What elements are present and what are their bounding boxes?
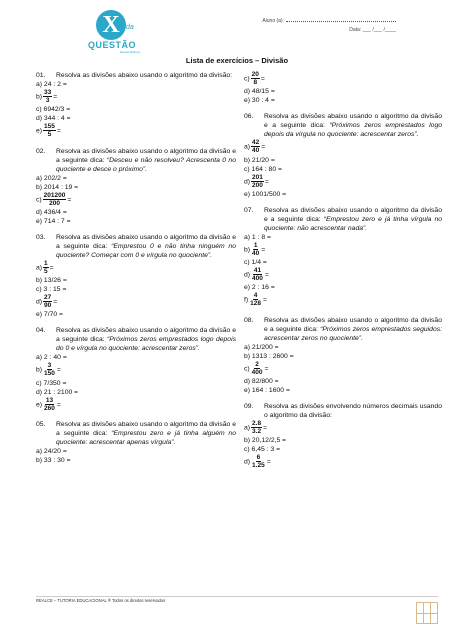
exercise-item: a) 21/200 = <box>244 343 279 351</box>
item-letter: d) <box>36 298 43 306</box>
exercise-header <box>36 233 236 260</box>
exercise-item: c) 6,45 : 3 = <box>244 446 281 454</box>
page-title: Lista de exercícios – Divisão <box>185 56 289 65</box>
right-column <box>244 71 442 478</box>
fraction-numerator: 2.8 <box>252 420 262 428</box>
exercise-item-fraction <box>244 292 442 308</box>
instruction-hint: “Emprestou zero e já tinha alguém no quociente: acrescentar apenas vírgula”. <box>56 430 236 447</box>
instruction-hint: “Emprestou zero e já tinha vírgula no quociente: não acrescentar nada”. <box>264 215 443 232</box>
equals-sign: = <box>266 458 271 466</box>
exercise-item-fraction <box>244 242 442 258</box>
fraction <box>43 294 52 309</box>
item-letter: b) <box>36 93 43 101</box>
fraction <box>251 139 260 154</box>
fraction-denominator: 3 <box>45 97 50 104</box>
fraction-numerator: 41 <box>253 267 262 275</box>
exercise-block <box>244 71 442 105</box>
equals-sign: = <box>56 127 61 135</box>
exercise-item-fraction <box>244 267 442 283</box>
equals-sign: = <box>53 93 58 101</box>
exercise-instruction <box>264 316 442 343</box>
fraction-denominator: 260 <box>44 404 55 412</box>
fraction <box>249 292 262 307</box>
exercise-item: e) 164 : 1600 = <box>244 387 290 395</box>
date-field <box>349 27 396 33</box>
exercise-item: d) 436/4 = <box>36 208 67 216</box>
equals-sign: = <box>49 264 54 272</box>
fraction <box>43 192 67 207</box>
footer-copyright: REALCE – TUTORIA EDUCACIONAL ® Todos os direitos reservados <box>36 598 166 603</box>
exercise-item-fraction <box>36 192 236 208</box>
exercise-item-fraction <box>244 174 442 190</box>
fraction <box>43 362 56 377</box>
exercise-number: 05. <box>36 421 46 429</box>
exercise-item: b) 1313 : 2600 = <box>244 352 294 360</box>
exercise-instruction <box>264 402 442 420</box>
instruction-hint: “Desceu e não resolveu? Acrescenta 0 no quociente e desce o próximo”. <box>56 156 236 173</box>
fraction-numerator: 42 <box>252 139 260 147</box>
fraction-numerator: 2 <box>255 360 259 368</box>
exercise-item: b) 13/26 = <box>36 277 67 285</box>
fraction-numerator: 1 <box>253 241 258 249</box>
item-letter: b) <box>36 366 43 374</box>
exercise-item: a) 24/20 = <box>36 448 67 456</box>
exercise-item-fraction <box>36 362 236 378</box>
exercise-item: c) 164 : 80 = <box>244 165 282 173</box>
logo-questao-text: QUESTÃO <box>88 40 137 50</box>
fraction-denominator: 1.25 <box>252 462 265 470</box>
fraction-numerator: 155 <box>44 123 55 131</box>
exercise-instruction <box>56 326 236 353</box>
item-letter: d) <box>244 177 251 185</box>
fraction <box>43 89 52 104</box>
equals-sign: = <box>261 246 266 254</box>
exercise-header <box>244 112 442 139</box>
fraction-denominator: 40 <box>252 147 260 155</box>
equals-sign: = <box>53 298 58 306</box>
exercise-item: e) 1001/500 = <box>244 190 287 198</box>
equals-sign: = <box>264 177 269 185</box>
exercise-item: a) 202/2 = <box>36 174 67 182</box>
exercise-block <box>36 233 236 320</box>
fraction-denominator: 200 <box>252 181 263 189</box>
exercise-instruction <box>56 420 236 447</box>
instruction-text: Resolva as divisões abaixo usando o algoritmo da divisão e a seguinte dica: <box>56 327 236 344</box>
instruction-text: Resolva as divisões envolvendo números decimais usando o algoritmo da divisão: <box>264 403 442 420</box>
exercise-item: d) 344 : 4 = <box>36 115 71 123</box>
exercise-item: b) 2014 : 19 = <box>36 183 79 191</box>
exercise-item: d) 82/800 = <box>244 378 279 386</box>
fraction-numerator: 13 <box>45 396 54 404</box>
item-letter: c) <box>244 365 250 373</box>
fraction-numerator: 27 <box>44 294 52 302</box>
fraction <box>43 260 49 275</box>
instruction-hint: “Emprestou 0 e não tinha ninguém no quociente? Começar com 0 e vírgula no quociente”. <box>56 242 236 259</box>
fraction-denominator: 5 <box>47 131 52 139</box>
exercise-block <box>244 112 442 199</box>
exercise-item: a) 1 : 8 = <box>244 233 272 241</box>
fraction-denominator: 200 <box>49 199 60 207</box>
exercise-item: c) 1/4 = <box>244 259 267 267</box>
exercise-header <box>36 71 236 80</box>
exercise-item-fraction <box>36 397 236 413</box>
exercise-number: 03. <box>36 233 46 241</box>
fraction-denominator: 40 <box>252 249 260 257</box>
exercise-block <box>244 316 442 395</box>
item-letter: b) <box>244 246 251 254</box>
exercise-instruction <box>264 112 442 139</box>
instruction-text: Resolva as divisões abaixo usando o algoritmo da divisão e a seguinte dica: <box>56 233 236 250</box>
exercise-block <box>36 71 236 140</box>
exercise-instruction <box>56 147 236 174</box>
equals-sign: = <box>263 296 267 304</box>
exercise-item: e) 2 : 16 = <box>244 284 275 292</box>
exercise-number: 01. <box>36 72 46 79</box>
fraction <box>251 267 264 282</box>
fraction-denominator: 8 <box>253 79 258 86</box>
corner-logo-icon <box>416 602 438 624</box>
exercise-instruction <box>56 233 236 260</box>
exercise-number: 08. <box>244 316 254 324</box>
exercise-item: b) 33 : 30 = <box>36 457 71 465</box>
aluno-line <box>286 21 396 22</box>
fraction-numerator: 1 <box>44 259 48 267</box>
fraction-denominator: 150 <box>44 370 55 378</box>
fraction-denominator: 5 <box>44 267 48 275</box>
exercise-header <box>244 402 442 420</box>
exercise-item-fraction <box>36 123 236 139</box>
fraction-numerator: 4 <box>253 292 258 300</box>
item-letter: e) <box>36 127 43 135</box>
equals-sign: = <box>56 401 61 409</box>
fraction-numerator: 201200 <box>43 191 66 199</box>
exercise-item-fraction <box>36 89 236 105</box>
fraction-denominator: 90 <box>44 302 52 310</box>
exercise-number: 02. <box>36 147 46 155</box>
instruction-text: Resolva as divisões abaixo usando o algoritmo da divisão e a seguinte dica: <box>264 113 442 130</box>
fraction-denominator: 400 <box>252 275 263 283</box>
item-letter: a) <box>244 143 251 151</box>
logo-da-text: da <box>126 24 134 31</box>
exercise-block <box>36 420 236 465</box>
exercise-header <box>36 420 236 447</box>
fraction <box>43 123 56 138</box>
aluno-label: Aluno (a): <box>262 18 284 24</box>
school-logo <box>84 10 154 54</box>
logo-x-mark: X <box>96 10 126 40</box>
instruction-text: Resolva as divisões abaixo usando o algoritmo da divisão e a seguinte dica: <box>264 206 442 223</box>
exercise-item-fraction <box>244 139 442 155</box>
exercise-item-fraction <box>244 420 442 436</box>
instruction-text: Resolva as divisões abaixo usando o algoritmo da divisão e a seguinte dica: <box>56 147 236 164</box>
exercise-item: e) 714 : 7 = <box>36 217 71 225</box>
instruction-hint: “Próximos zeros emprestados seguidos: acrescentar zeros no quociente”. <box>264 325 443 342</box>
exercise-block <box>36 326 236 413</box>
exercise-item-fraction <box>244 71 442 87</box>
fraction-numerator: 33 <box>44 89 52 96</box>
exercise-item-fraction <box>244 454 442 470</box>
exercise-header <box>244 206 442 233</box>
exercise-item: b) 21/20 = <box>244 156 275 164</box>
exercise-item: a) 24 : 2 = <box>36 81 67 88</box>
fraction-denominator: 400 <box>251 368 263 376</box>
exercise-item: e) 30 : 4 = <box>244 97 275 105</box>
exercise-item: c) 6942/3 = <box>36 106 71 114</box>
exercise-number: 07. <box>244 206 254 214</box>
item-letter: a) <box>36 264 43 272</box>
equals-sign: = <box>263 424 268 432</box>
item-letter: c) <box>244 75 250 83</box>
fraction-denominator: 128 <box>250 300 262 308</box>
fraction-denominator: 3.2 <box>252 428 262 436</box>
exercise-item: c) 7/350 = <box>36 379 67 387</box>
instruction-text: Resolva as divisões abaixo usando o algoritmo da divisão: <box>56 72 233 79</box>
exercise-item: e) 7/70 = <box>36 311 64 319</box>
instruction-text: Resolva as divisões abaixo usando o algoritmo da divisão e a seguinte dica: <box>56 421 236 438</box>
fraction <box>251 420 262 435</box>
exercise-item: c) 3 : 15 = <box>36 286 67 294</box>
fraction <box>251 71 260 86</box>
exercise-item: d) 21 : 2100 = <box>36 388 79 396</box>
exercise-instruction <box>264 206 442 233</box>
exercise-number: 09. <box>244 403 254 411</box>
exercise-header <box>36 326 236 353</box>
exercise-block <box>244 206 442 309</box>
footer-divider <box>36 596 438 597</box>
exercise-item: b) 20,12/2,5 = <box>244 437 287 445</box>
exercise-item-fraction <box>36 260 236 276</box>
exercise-item: a) 2 : 40 = <box>36 354 67 362</box>
exercise-header <box>36 147 236 174</box>
exercise-instruction <box>56 71 236 80</box>
exercise-item: d) 48/15 = <box>244 88 275 96</box>
item-letter: c) <box>36 195 42 203</box>
fraction-numerator: 3 <box>47 362 52 370</box>
logo-subtitle: Escola Reforço <box>120 50 141 54</box>
instruction-text: Resolva as divisões abaixo usando o algoritmo da divisão e a seguinte dica: <box>264 316 442 333</box>
exercise-number: 06. <box>244 113 254 121</box>
fraction <box>43 397 56 412</box>
item-letter: f) <box>244 296 249 304</box>
instruction-hint: “Próximos zeros emprestados logo depois do 0 e vírgula no quociente: acrescentar zeros”. <box>56 336 236 353</box>
equals-sign: = <box>260 75 265 83</box>
fraction <box>251 242 260 257</box>
fraction <box>251 361 264 376</box>
fraction-numerator: 6 <box>256 454 261 462</box>
instruction-hint: “Próximos zeros emprestados logo depois da vírgula no quociente: acrescentar zeros”. <box>264 122 443 139</box>
exercise-number: 04. <box>36 327 46 335</box>
fraction <box>251 454 266 469</box>
equals-sign: = <box>264 271 269 279</box>
equals-sign: = <box>264 365 269 373</box>
equals-sign: = <box>67 195 72 203</box>
equals-sign: = <box>261 143 266 151</box>
exercise-block <box>36 147 236 226</box>
fraction <box>251 174 264 189</box>
fraction-numerator: 20 <box>251 71 259 78</box>
exercise-block <box>244 402 442 471</box>
fraction-numerator: 201 <box>252 173 263 181</box>
data-label: Data: ___ /___ /____ <box>349 27 396 33</box>
item-letter: e) <box>36 401 43 409</box>
exercise-item-fraction <box>36 294 236 310</box>
item-letter: d) <box>244 458 251 466</box>
equals-sign: = <box>56 366 61 374</box>
exercise-item-fraction <box>244 361 442 377</box>
student-name-field <box>262 18 396 24</box>
left-column <box>36 71 236 472</box>
item-letter: a) <box>244 424 251 432</box>
item-letter: d) <box>244 271 251 279</box>
exercise-header <box>244 316 442 343</box>
